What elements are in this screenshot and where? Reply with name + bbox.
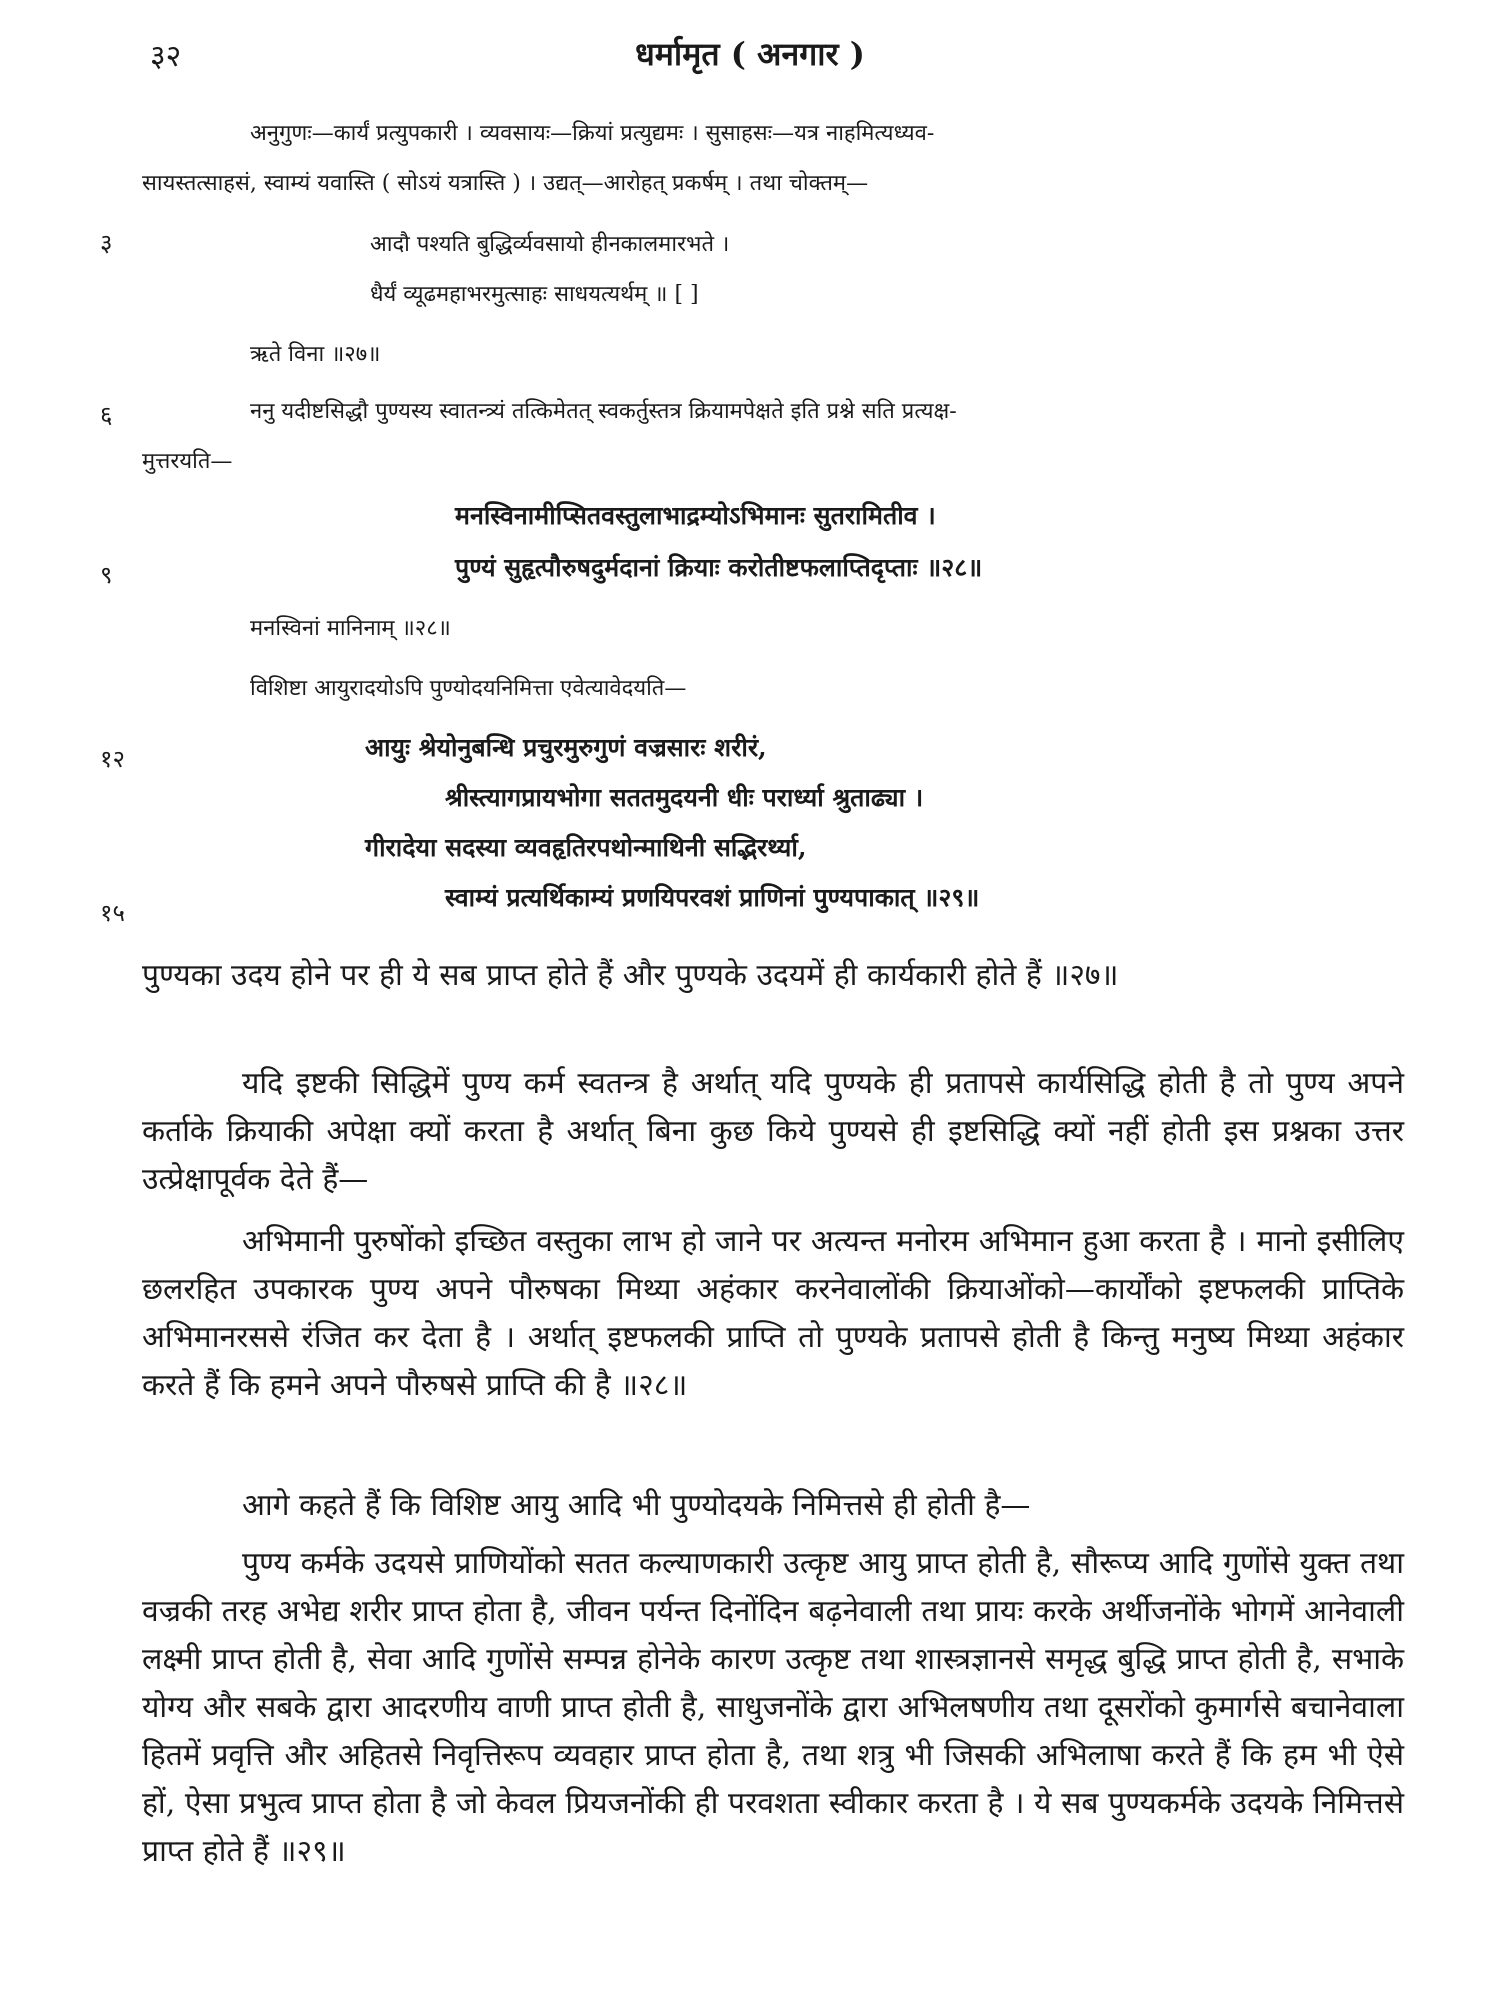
verse-line: स्वाम्यं प्रत्यर्थिकाम्यं प्रणयिपरवशं प्राणिनां पुण्यपाकात् ॥२९॥ [445,883,980,912]
verse-line: मनस्विनामीप्सितवस्तुलाभाद्रम्योऽभिमानः सुतरामितीव । [455,501,936,530]
margin-line-number: १२ [100,745,125,773]
verse-line: आयुः श्रेयोनुबन्धि प्रचुरमुरुगुणं वज्रसारः शरीरं, [365,733,767,762]
commentary-line: सायस्तत्साहसं, स्वाम्यं यवास्ति ( सोऽयं यत्रास्ति ) । उद्यत्—आरोहत् प्रकर्षम् । तथा चोक्तम्— [142,171,869,196]
margin-line-number: ६ [100,401,113,429]
translation-paragraph: पुण्य कर्मके उदयसे प्राणियोंको सतत कल्याणकारी उत्कृष्ट आयु प्राप्त होती है, सौरूप्य आदि गुणोंसे युक्त तथा वज्रकी तरह अभेद्य शरीर प्राप्त होता है, जीवन पर्यन्त दिनोंदिन बढ़नेवाली तथा प्रायः करके अर्थीजनोंके भोगमें आनेवाली लक्ष्मी प्राप्त होती है, सेवा आदि गुणोंसे सम्पन्न होनेके कारण उत्कृष्ट तथा शास्त्रज्ञानसे समृद्ध बुद्धि प्राप्त होती है, सभाके योग्य और सबके द्वारा आदरणीय वाणी प्राप्त होती है, साधुजनोंके द्वारा अभिलषणीय तथा दूसरोंको कुमार्गसे बचानेवाला हितमें प्रवृत्ति और अहितसे निवृत्तिरूप व्यवहार प्राप्त होता है, तथा शत्रु भी जिसकी अभिलाषा करते हैं कि हम भी ऐसे हों, ऐसा प्रभुत्व प्राप्त होता है जो केवल प्रियजनोंकी ही परवशता स्वीकार करता है । ये सब पुण्यकर्मके उदयके निमित्तसे प्राप्त होते हैं ॥२९॥ [142,1546,1404,1869]
margin-line-number: ३ [100,229,113,257]
margin-line-number: ९ [100,561,113,589]
gloss-line: ऋते विना ॥२७॥ [250,342,381,367]
commentary-line: अनुगुणः—कार्यं प्रत्युपकारी । व्यवसायः—क्रियां प्रत्युद्यमः । सुसाहसः—यत्र नाहमित्यध्यव- [250,121,935,146]
translation-paragraph: अभिमानी पुरुषोंको इच्छित वस्तुका लाभ हो जाने पर अत्यन्त मनोरम अभिमान हुआ करता है । मानो इसीलिए छलरहित उपकारक पुण्य अपने पौरुषका मिथ्या अहंकार करनेवालोंकी क्रियाओंको—कार्योंको इष्टफलकी प्राप्तिके अभिमानरससे रंजित कर देता है । अर्थात् इष्टफलकी प्राप्ति तो पुण्यके प्रतापसे होती है किन्तु मनुष्य मिथ्या अहंकार करते हैं कि हमने अपने पौरुषसे प्राप्ति की है ॥२८॥ [142,1224,1404,1403]
quote-line: धैर्यं व्यूढमहाभरमुत्साहः साधयत्यर्थम् ॥ [ ] [370,282,699,307]
verse-line: पुण्यं सुहृत्पौरुषदुर्मदानां क्रियाः करोतीष्टफलाप्तिदृप्ताः ॥२८॥ [455,553,983,582]
translation-paragraph: यदि इष्टकी सिद्धिमें पुण्य कर्म स्वतन्त्र है अर्थात् यदि पुण्यके ही प्रतापसे कार्यसिद्धि होती है तो पुण्य अपने कर्ताके क्रियाकी अपेक्षा क्यों करता है अर्थात् बिना कुछ किये पुण्यसे ही इष्टसिद्धि क्यों नहीं होती इस प्रश्नका उत्तर उत्प्रेक्षापूर्वक देते हैं— [142,1066,1404,1197]
commentary-line: मुत्तरयति— [142,449,233,474]
verse-line: गीरादेया सदस्या व्यवहृतिरपथोन्माथिनी सद्भिरर्थ्या, [365,833,807,862]
gloss-line: मनस्विनां मानिनाम् ॥२८॥ [250,616,451,641]
page-title: धर्मामृत ( अनगार ) [635,35,865,73]
wavy-divider [138,908,1410,916]
page-number: ३२ [150,39,182,74]
commentary-line: विशिष्टा आयुरादयोऽपि पुण्योदयनिमित्ता एवेत्यावेदयति— [250,676,687,701]
translation-paragraph: पुण्यका उदय होने पर ही ये सब प्राप्त होते हैं और पुण्यके उदयमें ही कार्यकारी होते हैं ॥२७॥ [142,958,1119,993]
translation-paragraph: आगे कहते हैं कि विशिष्ट आयु आदि भी पुण्योदयके निमित्तसे ही होती है— [242,1488,1031,1523]
quote-line: आदौ पश्यति बुद्धिर्व्यवसायो हीनकालमारभते । [370,232,730,257]
margin-line-number: १५ [100,899,125,927]
commentary-line: ननु यदीष्टसिद्धौ पुण्यस्य स्वातन्त्र्यं तत्किमेतत् स्वकर्तुस्तत्र क्रियामपेक्षते इति प्रश्ने सति प्रत्यक्ष- [250,399,957,424]
verse-line: श्रीस्त्यागप्रायभोगा सततमुदयनी धीः परार्ध्या श्रुताढ्या । [445,783,924,812]
